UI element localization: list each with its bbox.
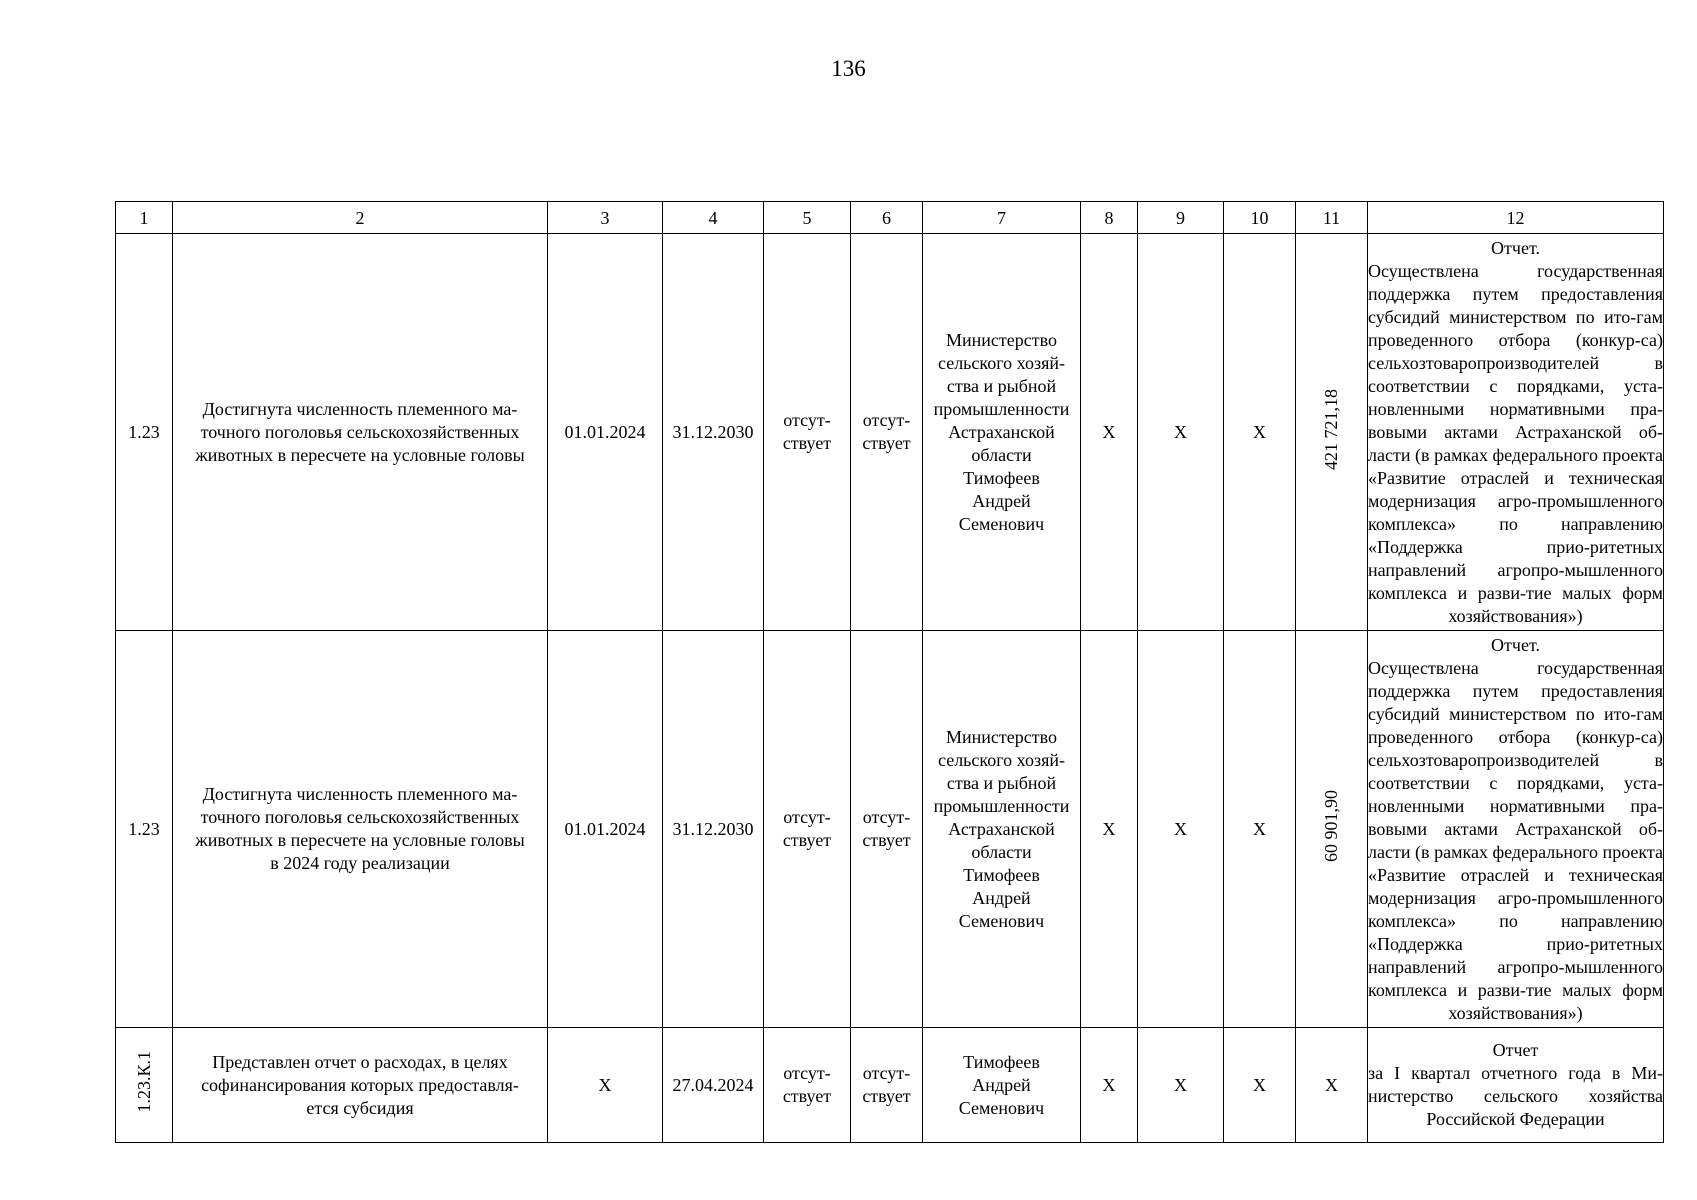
page-number: 136 — [831, 56, 866, 81]
end-date: 31.12.2030 — [663, 234, 764, 631]
column-10-value: Х — [1224, 234, 1296, 631]
header-cell: 9 — [1138, 202, 1224, 234]
start-date: 01.01.2024 — [548, 631, 663, 1028]
column-9-value: Х — [1138, 234, 1224, 631]
table-row — [116, 1028, 1664, 1143]
report-cell — [1368, 1028, 1664, 1143]
report-text: Осуществлена государственная поддержка путем предоставления субсидий министерством по ито-гам проведенного отбора (конкур-са) сельхозтоваропроизводителей в соответствии с порядками, уста-новленными нормативными пра-вовыми актами Астраханской об-ласти (в рамках федерального проекта «Развитие отраслей и техническая модернизация агро-промышленного комплекса» по направлению «Поддержка прио-ритетных направлений агропро-мышленного комплекса и разви-тие малых форм хозяйствования») — [1368, 657, 1663, 1023]
table-row — [116, 234, 1664, 631]
column-5-value: отсут- ствует — [764, 631, 851, 1028]
header-cell: 1 — [116, 202, 173, 234]
column-5-value: отсут- ствует — [764, 1028, 851, 1143]
row-description: Достигнута численность племенного ма- точного поголовья сельскохозяйственных животных в пересчете на условные головы в 2024 году реализации — [173, 631, 548, 1028]
report-title: Отчет — [1492, 1040, 1539, 1060]
end-date: 31.12.2030 — [663, 631, 764, 1028]
start-date: Х — [548, 1028, 663, 1143]
column-9-value: Х — [1138, 1028, 1224, 1143]
end-date: 27.04.2024 — [663, 1028, 764, 1143]
header-cell: 4 — [663, 202, 764, 234]
header-cell: 5 — [764, 202, 851, 234]
report-cell — [1368, 631, 1664, 1028]
header-cell: 2 — [173, 202, 548, 234]
column-6-value: отсут- ствует — [851, 1028, 923, 1143]
report-title: Отчет. — [1491, 237, 1540, 258]
header-cell: 12 — [1368, 202, 1664, 234]
header-cell: 3 — [548, 202, 663, 234]
header-cell: 7 — [923, 202, 1081, 234]
report-cell — [1368, 234, 1664, 631]
amount-cell — [1296, 234, 1368, 631]
amount-value: 60 901,90 — [1321, 790, 1341, 862]
column-10-value: Х — [1224, 631, 1296, 1028]
responsible-party: Министерство сельского хозяй- ства и рыбной промышленности Астраханской области Тимофеев Андрей Семенович — [923, 234, 1081, 631]
column-8-value: Х — [1081, 631, 1138, 1028]
row-description: Достигнута численность племенного ма- точного поголовья сельскохозяйственных животных в пересчете на условные головы — [173, 234, 548, 631]
report-text: за I квартал отчетного года в Ми-нистерство сельского хозяйства Российской Федерации — [1368, 1063, 1663, 1129]
table-header-row — [116, 202, 1664, 234]
header-cell: 6 — [851, 202, 923, 234]
row-number: 1.23.К.1 — [133, 1051, 154, 1113]
amount-cell — [1296, 631, 1368, 1028]
column-8-value: Х — [1081, 1028, 1138, 1143]
start-date: 01.01.2024 — [548, 234, 663, 631]
column-9-value: Х — [1138, 631, 1224, 1028]
column-5-value: отсут- ствует — [764, 234, 851, 631]
amount-value: 421 721,18 — [1321, 388, 1341, 470]
report-text: Осуществлена государственная поддержка путем предоставления субсидий министерством по ито-гам проведенного отбора (конкур-са) сельхозтоваропроизводителей в соответствии с порядками, уста-новленными нормативными пра-вовыми актами Астраханской об-ласти (в рамках федерального проекта «Развитие отраслей и техническая модернизация агро-промышленного комплекса» по направлению «Поддержка прио-ритетных направлений агропро-мышленного комплекса и разви-тие малых форм хозяйствования») — [1368, 260, 1663, 626]
column-6-value: отсут- ствует — [851, 631, 923, 1028]
row-description: Представлен отчет о расходах, в целях софинансирования которых предоставля- ется субсидия — [173, 1028, 548, 1143]
header-cell: 8 — [1081, 202, 1138, 234]
column-6-value: отсут- ствует — [851, 234, 923, 631]
responsible-party: Тимофеев Андрей Семенович — [923, 1028, 1081, 1143]
responsible-party: Министерство сельского хозяй- ства и рыбной промышленности Астраханской области Тимофеев Андрей Семенович — [923, 631, 1081, 1028]
row-number-cell — [116, 1028, 173, 1143]
row-number: 1.23 — [116, 631, 173, 1028]
column-8-value: Х — [1081, 234, 1138, 631]
header-cell: 11 — [1296, 202, 1368, 234]
report-title: Отчет. — [1491, 634, 1540, 655]
row-number: 1.23 — [116, 234, 173, 631]
header-cell: 10 — [1224, 202, 1296, 234]
report-table — [115, 201, 1664, 1143]
table-row — [116, 631, 1664, 1028]
column-11-value: Х — [1296, 1028, 1368, 1143]
column-10-value: Х — [1224, 1028, 1296, 1143]
